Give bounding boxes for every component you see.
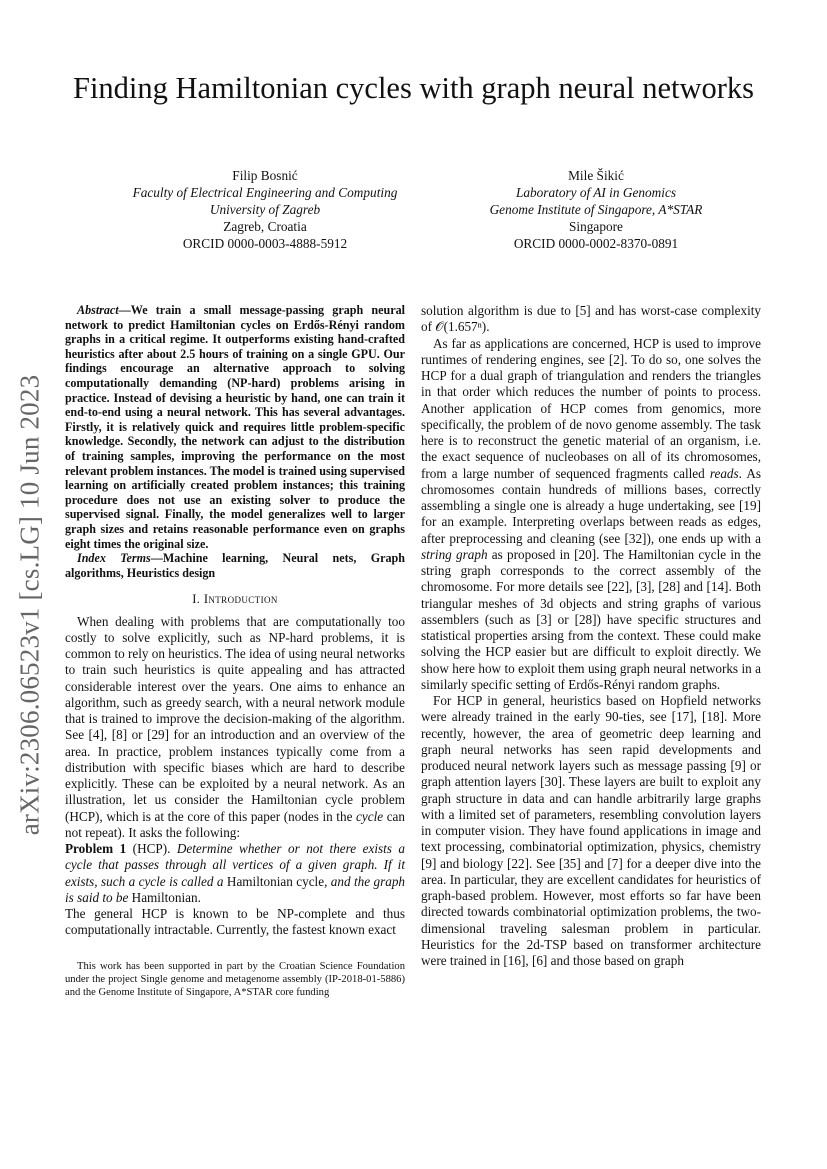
left-column — [65, 303, 405, 939]
arxiv-stamp-text: arXiv:2306.06523v1 [cs.LG] 10 Jun 2023 — [14, 374, 45, 836]
author-block-2 — [446, 167, 746, 252]
author-affiliation: University of Zagreb — [209, 202, 321, 217]
paragraph-text: As far as applications are concerned, HCP is used to improve runtimes of rendering engines, see [2]. To do so, one solves the HCP for a dual graph of triangulation and renders the triangles in that order which reduces the number of points to process. Another application of HCP comes from genomics, more specifically, the problem of de novo genome assembly. The task here is to reconstruct the genetic material of an organism, i.e. the exact sequence of nucleobases on all of its chromosomes, from a large number of sequenced fragments called — [421, 335, 761, 481]
author-orcid: ORCID 0000-0002-8370-0891 — [513, 236, 679, 251]
paragraph-text: When dealing with problems that are computationally too costly to solve explicitly, such as NP-hard problems, it is common to rely on heuristics. The idea of using neural networks to train such heuristics is quite appealing and has attracted considerable interest over the years. One aims to enhance an algorithm, such as greedy search, with a neural network module that is trained to improve the decision-making of the algorithm. See [4], [8] or [29] for an introduction and an overview of the area. In practice, problem instances typically come from a distribution with specific biases which are hard to describe explicitly. These can be exploited by a neural network. As an illustration, let us consider the Hamiltonian cycle problem (HCP), which is at the core of this paper (nodes in the — [65, 613, 405, 824]
problem-label: Problem 1 — [65, 841, 127, 857]
index-terms-label: Index Terms — [77, 551, 151, 566]
term: Hamiltonian. — [131, 889, 201, 905]
paragraph: The general HCP is known to be NP-complete and thus computationally intractable. Currently, the fastest known exact — [65, 906, 405, 938]
abstract — [65, 303, 405, 580]
abstract-label: Abstract — [77, 303, 119, 317]
paragraph: solution algorithm is due to [5] and has worst-case complexity of 𝒪(1.657ⁿ). — [421, 303, 761, 335]
index-terms-text: —Machine learning, Neural nets, Graph algorithms, Heuristics design — [65, 551, 405, 580]
emphasis: cycle — [356, 808, 384, 824]
paragraph-text: as proposed in [20]. The Hamiltonian cycle in the string graph corresponds to the correct assembly of the chromosome. For more details see [22], [3], [28] and [14]. Both triangular meshes of 3d objects and string graphs of various assemblers (such as [3] or [28]) have specific structures and statistical properties arsing from the context. These could make solving the HCP easier but are difficult to exploit directly. We show here how to exploit them using graph neural networks in a similarly specific setting of Erdős-Rényi random graphs. — [421, 546, 762, 692]
paragraph-text: . As chromosomes contain hundreds of millions bases, correctly assembling a single one is already a huge undertaking, see [19] for an example. Interpreting overlaps between reads as edges, after preprocessing and cleaning (see [32]), one ends up with a — [421, 465, 761, 546]
emphasis: string graph — [421, 546, 488, 562]
section-heading: I. Introduction — [192, 592, 278, 607]
paragraph — [65, 614, 405, 842]
paragraph: For HCP in general, heuristics based on Hopfield networks were already trained in the early 90-ties, see [17], [18]. More recently, however, the area of geometric deep learning and graph neural networks has seen rapid developments and produced neural network layers such as message passing [9] or graph attention layers [30]. These layers are built to exploit any graph structure in data and can handle arbitrarily large graphs with a limited set of parameters, resembling convolution layers in computer vision. They have found applications in image and text processing, combinatorial optimization, physics, chemistry [9] and biology [22]. See [35] and [7] for a deeper dive into the area. In particular, they are excellent candidates for heuristics of graph-based problem. However, most efforts so far have been directed towards combinatorial optimization problems, the two-dimensional traveling salesman problem in particular. Heuristics for the 2d-TSP based on transformer architecture were trained in [16], [6] and those based on graph — [421, 693, 761, 968]
paper-title: Finding Hamiltonian cycles with graph neural networks — [72, 71, 755, 105]
term: Hamiltonian cycle, — [226, 873, 328, 889]
author-block-1 — [115, 167, 415, 252]
problem-text: and the graph is said to be — [65, 873, 406, 905]
problem-text: Determine whether or not there exists a cycle that passes through all vertices of a given graph. If it exists, such a cycle is called a — [65, 841, 405, 889]
emphasis: reads — [709, 465, 739, 481]
arxiv-stamp — [10, 370, 50, 840]
right-column — [421, 303, 761, 969]
paragraph — [421, 336, 761, 694]
footnote-text: This work has been supported in part by the Croatian Science Foundation under the project Single genome and metagenome assembly (IP-2018-01-5886) and the Genome Institute of Singapore, A*STAR core funding — [65, 961, 405, 998]
author-name: Filip Bosnić — [232, 168, 298, 183]
paragraph-text: can not repeat). It asks the following: — [65, 808, 405, 840]
author-affiliation: Genome Institute of Singapore, A*STAR — [489, 202, 703, 217]
author-location: Singapore — [569, 219, 623, 234]
abstract-text: —We train a small message-passing graph neural network to predict Hamiltonian cycles on Erdős-Rényi random graphs in a critical regime. It outperforms existing hand-crafted heuristics after about 2.5 hours of training on a single GPU. Our findings encourage an alternative approach to solving computationally demanding (NP-hard) problems arising in practice. Instead of devising a heuristic by hand, one can train it end-to-end using a neural network. This has several advantages. Firstly, it is relatively quick and requires little problem-specific knowledge. Secondly, the network can adjust to the distribution of training samples, improving the performance on the most relevant problem instances. The model is trained using supervised learning on artificially created problem instances; this training procedure does not use an existing solver to produce the supervised signal. Finally, the model generalizes well to larger graph sizes and retains reasonable performance even on graphs eight times the original size. — [65, 303, 405, 551]
problem-name: (HCP). — [132, 841, 171, 857]
author-orcid: ORCID 0000-0003-4888-5912 — [182, 236, 348, 251]
author-name: Mile Šikić — [568, 168, 624, 183]
author-affiliation: Laboratory of AI in Genomics — [515, 185, 677, 200]
footnote — [65, 960, 405, 999]
author-location: Zagreb, Croatia — [223, 219, 307, 234]
author-affiliation: Faculty of Electrical Engineering and Computing — [132, 185, 398, 200]
problem-statement — [65, 841, 405, 906]
